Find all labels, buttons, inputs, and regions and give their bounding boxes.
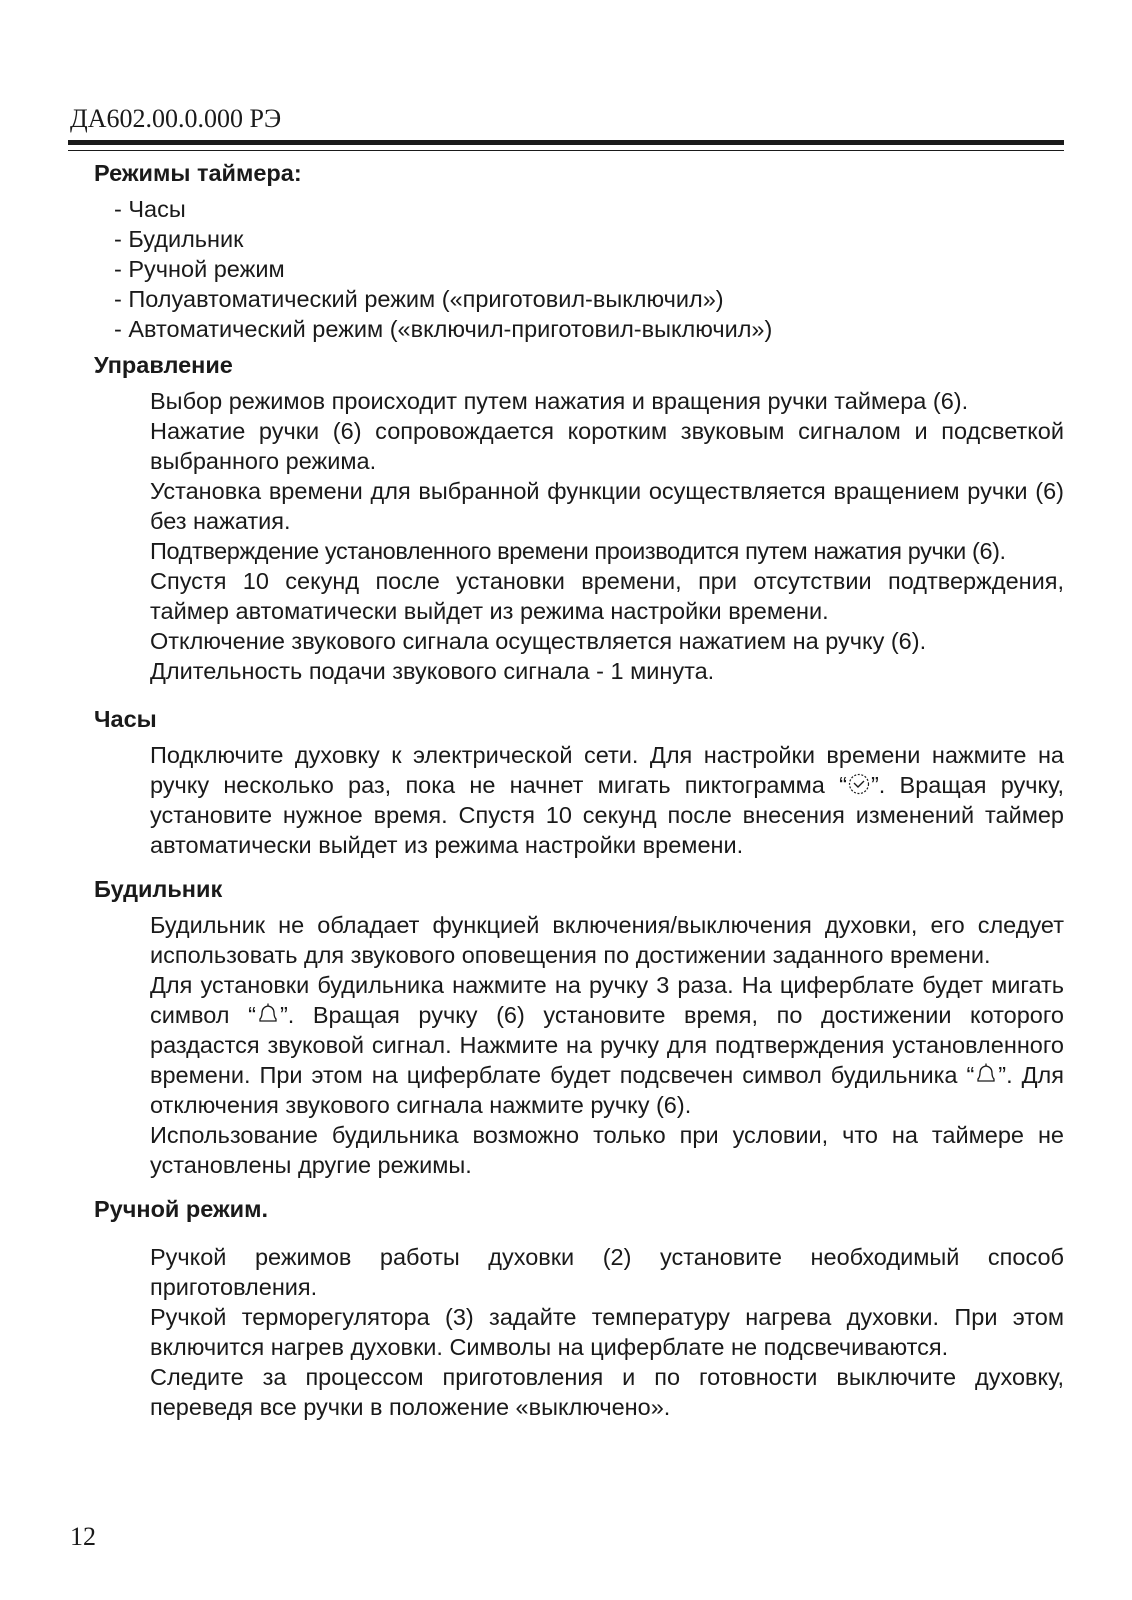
bell-icon <box>974 1062 998 1086</box>
list-item: - Будильник <box>114 226 244 252</box>
paragraph <box>150 970 1064 1120</box>
document-code: ДА602.00.0.000 РЭ <box>70 104 282 133</box>
section-title-manual: Ручной режим. <box>94 1196 269 1222</box>
section-title-timer-modes: Режимы таймера: <box>94 160 302 186</box>
list-item: - Автоматический режим («включил-приготовил-выключил») <box>114 316 773 342</box>
list-item: - Ручной режим <box>114 256 285 282</box>
paragraph: Будильник не обладает функцией включения/выключения духовки, его следует использовать для звукового оповещения по достижении заданного времени. <box>150 912 1064 968</box>
paragraph: Использование будильника возможно только при условии, что на таймере не установлены другие режимы. <box>150 1122 1064 1178</box>
timer-modes-list <box>114 194 1064 344</box>
text-run: ”. Вращая ручку (6) установите время, по достижении которого раздастся звуковой сигнал. Нажмите на ручку для подтверждения установленного времени. При этом на циферблате будет подсвечен символ будильника “ <box>150 1002 1064 1088</box>
paragraph: Ручкой терморегулятора (3) задайте температуру нагрева духовки. При этом включится нагрев духовки. Символы на циферблате не подсвечиваются. <box>150 1304 1064 1360</box>
section-title-clock: Часы <box>94 706 157 732</box>
paragraph: Выбор режимов происходит путем нажатия и вращения ручки таймера (6). <box>150 388 969 414</box>
page-number: 12 <box>70 1522 96 1551</box>
paragraph: Ручкой режимов работы духовки (2) установите необходимый способ приготовления. <box>150 1244 1064 1300</box>
list-item: - Полуавтоматический режим («приготовил-выключил») <box>114 286 724 312</box>
bell-icon <box>256 1002 280 1026</box>
section-title-alarm: Будильник <box>94 876 223 902</box>
section-title-control: Управление <box>94 352 233 378</box>
text-run: ”. Для отключения звукового сигнала нажмите ручку (6). <box>150 1062 1064 1118</box>
paragraph: Длительность подачи звукового сигнала - 1 минута. <box>150 658 715 684</box>
header-rule-thin <box>68 150 1064 151</box>
paragraph: Отключение звукового сигнала осуществляется нажатием на ручку (6). <box>150 628 927 654</box>
clock-icon <box>847 772 871 796</box>
text-run: Подключите духовку к электрической сети. Для настройки времени нажмите на ручку несколько раз, пока не начнет мигать пиктограмма “ <box>150 742 1064 798</box>
paragraph: Спустя 10 секунд после установки времени, при отсутствии подтверждения, таймер автоматически выйдет из режима настройки времени. <box>150 568 1064 624</box>
text-run: ”. Вращая ручку, установите нужное время. Спустя 10 секунд после внесения изменений таймер автоматически выйдет из режима настройки времени. <box>150 772 1064 858</box>
paragraph: Подтверждение установленного времени производится путем нажатия ручки (6). <box>150 538 1006 564</box>
header-rule-thick <box>68 140 1064 145</box>
paragraph: Нажатие ручки (6) сопровождается коротким звуковым сигналом и подсветкой выбранного режима. <box>150 418 1064 474</box>
list-item: - Часы <box>114 196 186 222</box>
page-content <box>94 158 1064 1422</box>
text-run: Для установки будильника нажмите на ручку 3 раза. На циферблате будет мигать символ “ <box>150 972 1064 1028</box>
paragraph: Установка времени для выбранной функции осуществляется вращением ручки (6) без нажатия. <box>150 478 1064 534</box>
paragraph <box>150 740 1064 860</box>
paragraph: Следите за процессом приготовления и по готовности выключите духовку, переведя все ручки в положение «выключено». <box>150 1364 1064 1420</box>
